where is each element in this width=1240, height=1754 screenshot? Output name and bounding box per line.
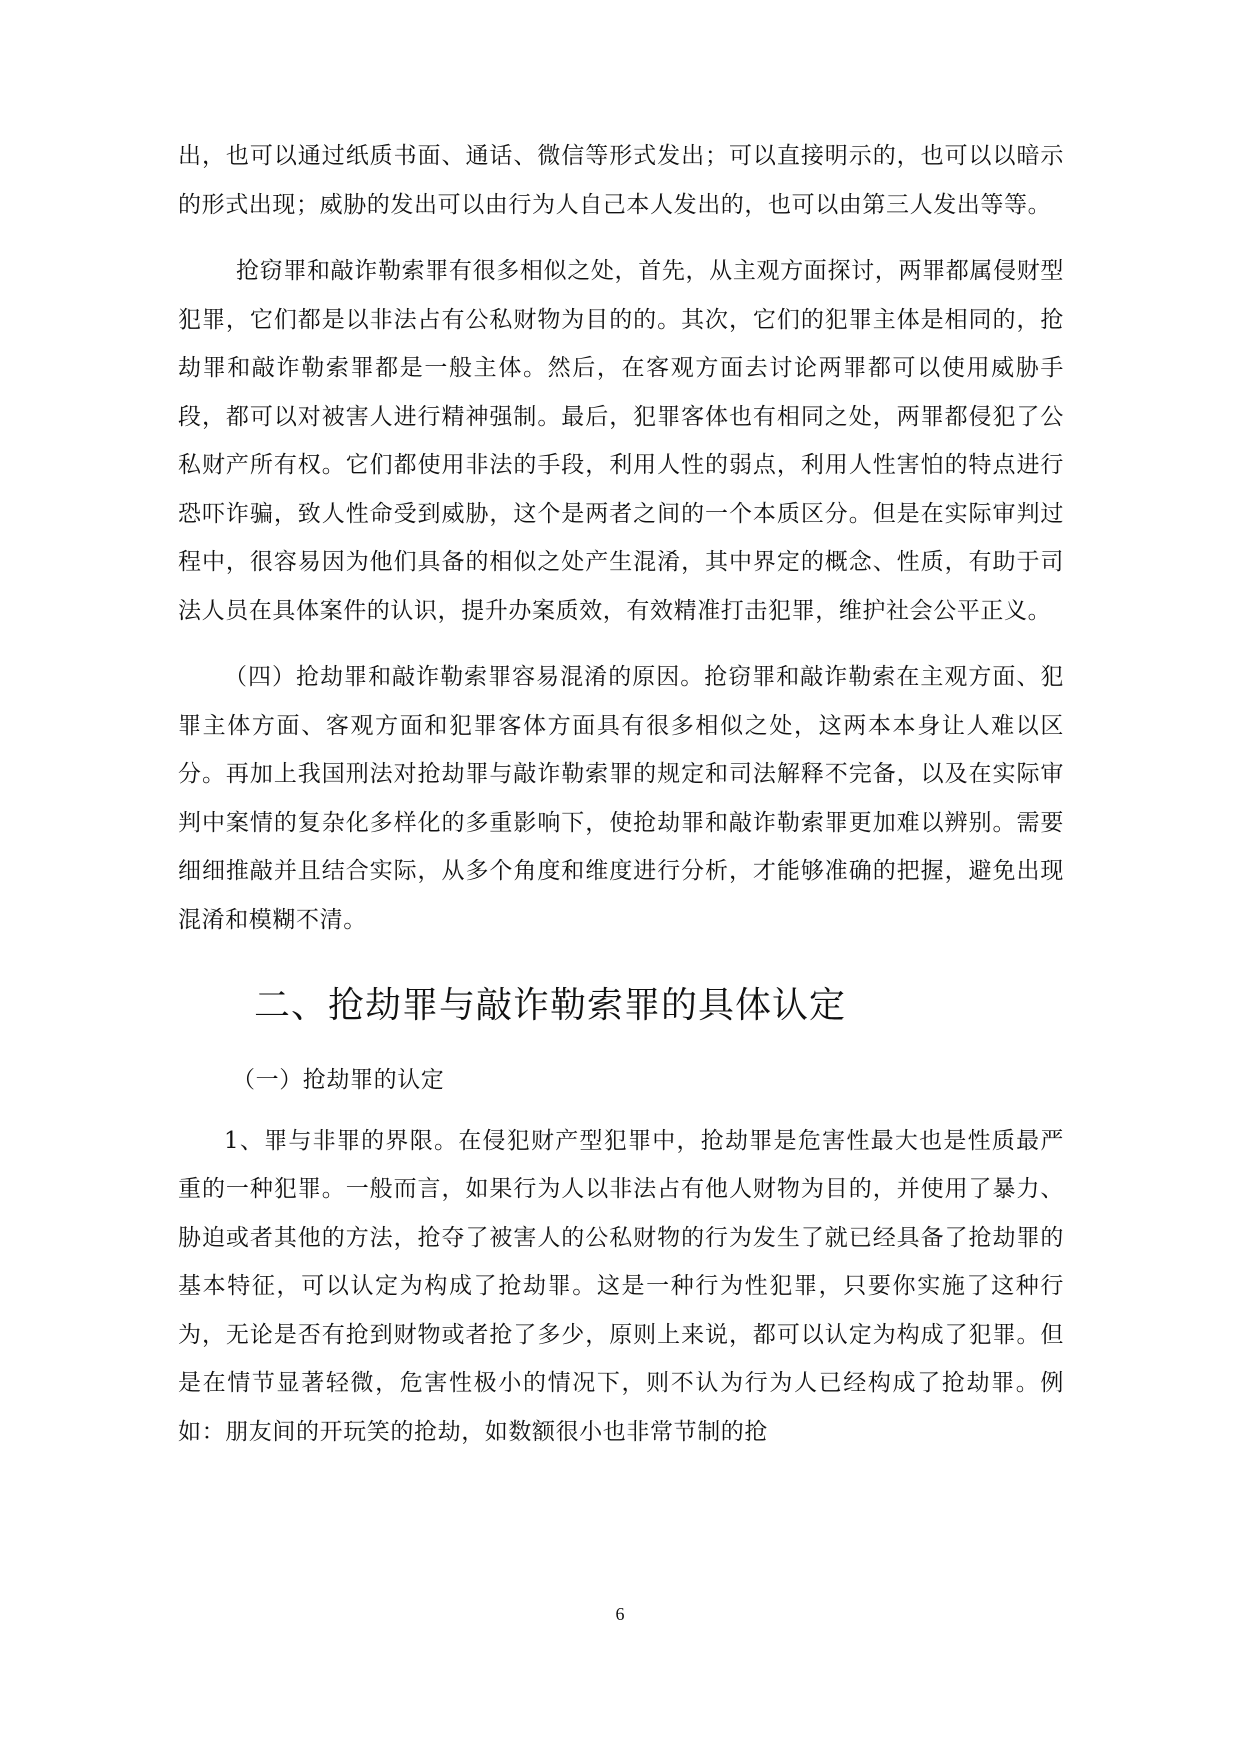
subsection-heading: （一）抢劫罪的认定 (232, 1067, 445, 1093)
page-number: 6 (615, 1604, 625, 1624)
page-content (178, 132, 1064, 1456)
paragraph-similarities: 抢窃罪和敲诈勒索罪有很多相似之处，首先，从主观方面探讨，两罪都属侵财型犯罪，它们都是以非法占有公私财物为目的的。其次，它们的犯罪主体是相同的，抢劫罪和敲诈勒索罪都是一般主体。然后，在客观方面去讨论两罪都可以使用威胁手段，都可以对被害人进行精神强制。最后，犯罪客体也有相同之处，两罪都侵犯了公私财产所有权。它们都使用非法的手段，利用人性的弱点，利用人性害怕的特点进行恐吓诈骗，致人性命受到威胁，这个是两者之间的一个本质区分。但是在实际审判过程中，很容易因为他们具备的相似之处产生混淆，其中界定的概念、性质，有助于司法人员在具体案件的认识，提升办案质效，有效精准打击犯罪，维护社会公平正义。 (178, 258, 1064, 624)
paragraph-confusion-reasons: （四）抢劫罪和敲诈勒索罪容易混淆的原因。抢窃罪和敲诈勒索在主观方面、犯罪主体方面、客观方面和犯罪客体方面具有很多相似之处，这两本本身让人难以区分。再加上我国刑法对抢劫罪与敲诈勒索罪的规定和司法解释不完备，以及在实际审判中案情的复杂化多样化的多重影响下，使抢劫罪和敲诈勒索罪更加难以辨别。需要细细推敲并且结合实际，从多个角度和维度进行分析，才能够准确的把握，避免出现混淆和模糊不清。 (178, 664, 1064, 933)
paragraph-crime-boundary: 1、罪与非罪的界限。在侵犯财产型犯罪中，抢劫罪是危害性最大也是性质最严重的一种犯罪。一般而言，如果行为人以非法占有他人财物为目的，并使用了暴力、胁迫或者其他的方法，抢夺了被害人的公私财物的行为发生了就已经具备了抢劫罪的基本特征，可以认定为构成了抢劫罪。这是一种行为性犯罪，只要你实施了这种行为，无论是否有抢到财物或者抢了多少，原则上来说，都可以认定为构成了犯罪。但是在情节显著轻微，危害性极小的情况下，则不认为行为人已经构成了抢劫罪。例如：朋友间的开玩笑的抢劫，如数额很小也非常节制的抢 (178, 1127, 1064, 1445)
paragraph-continuation: 出，也可以通过纸质书面、通话、微信等形式发出；可以直接明示的，也可以以暗示的形式出现；威胁的发出可以由行为人自己本人发出的，也可以由第三人发出等等。 (178, 143, 1064, 218)
section-heading: 二、抢劫罪与敲诈勒索罪的具体认定 (254, 985, 847, 1026)
